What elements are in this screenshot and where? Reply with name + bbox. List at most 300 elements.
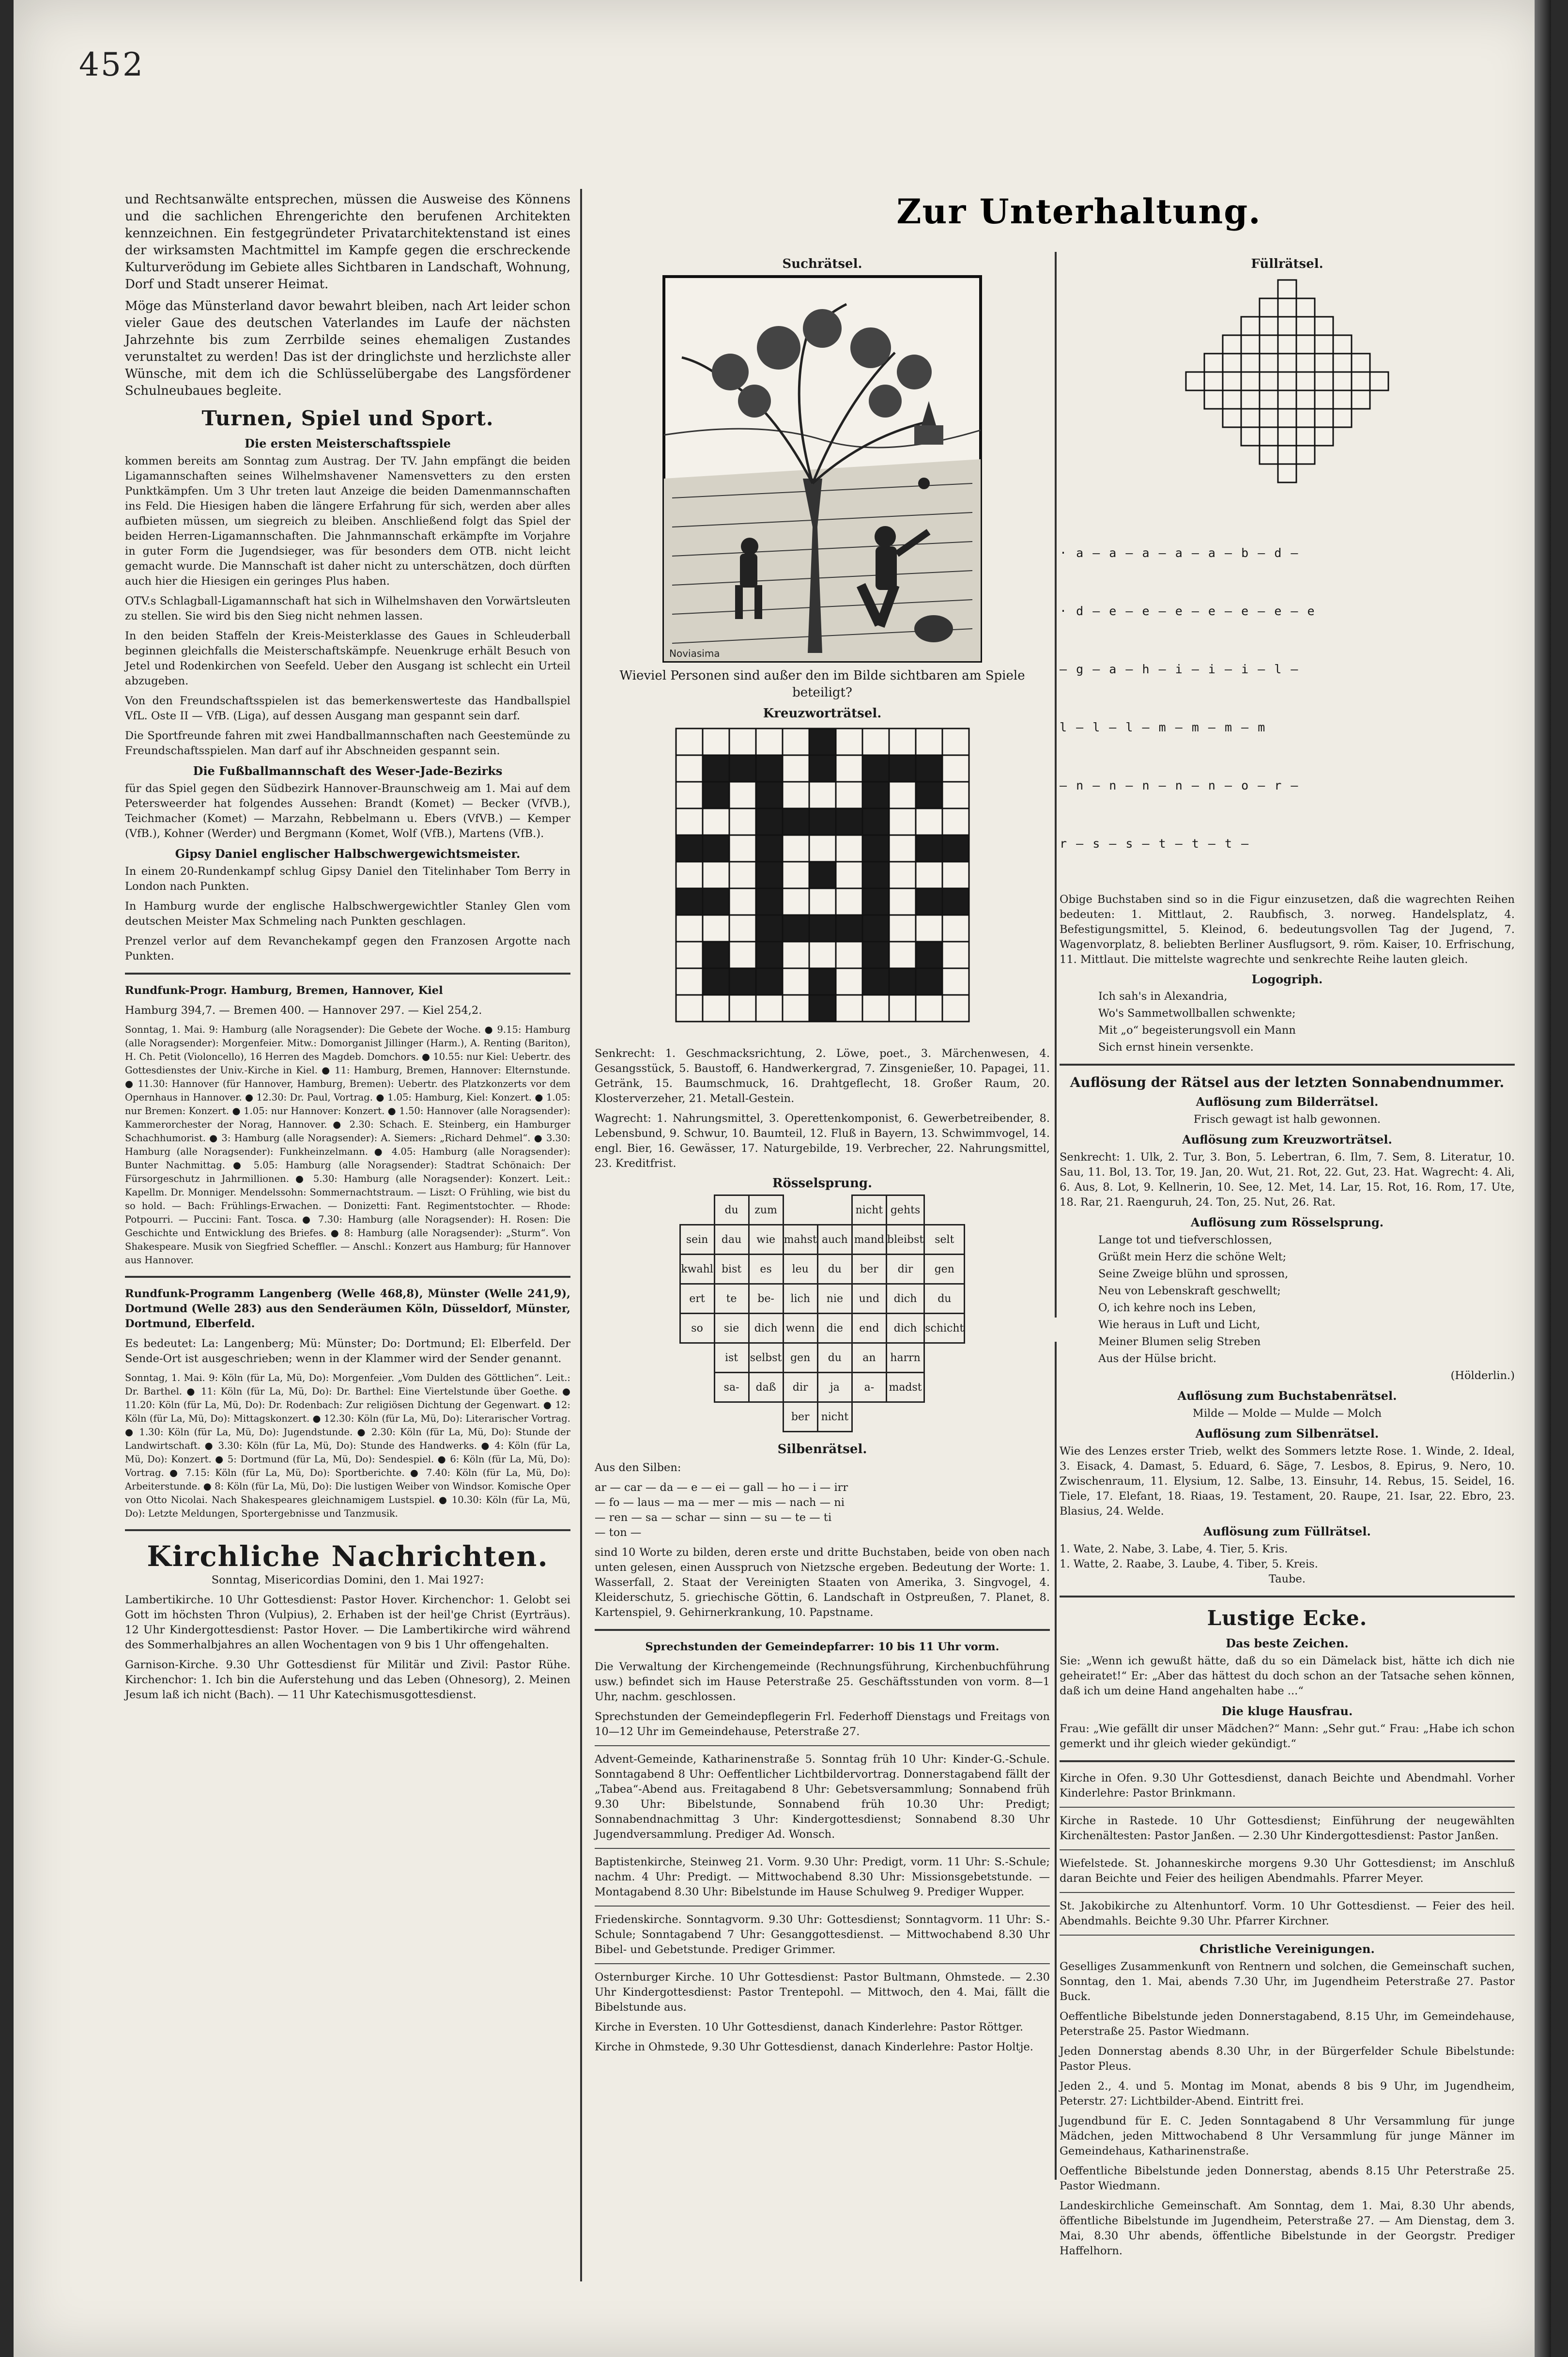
crossword-cell [836,782,862,808]
kirche-paragraph: Oeffentliche Bibelstunde jeden Donnerstag, abends 8.15 Uhr Peterstraße 25. Pastor Wiedmann. [1060,2165,1515,2192]
radio-hamburg-wavelengths: Hamburg 394,7. — Bremen 400. — Hannover 297. — Kiel 254,2. [125,1004,482,1017]
roessel-cell: bist [714,1255,749,1284]
church-paragraph: Lambertikirche. 10 Uhr Gottesdienst: Pastor Hover. Kirchenchor: 1. Gelobt sei Gott im höchsten Thron (Vulpius), 2. Erhaben ist der heil'ge Christ (Eyrträus). 12 Uhr Kindergottesdienst: Pastor Hover. — Die Lambertikirche wird während des Sommerhalbjahres an allen Wochentagen von 9 bis 1 Uhr offengehalten. [125,1594,570,1651]
crossword-block [756,915,783,942]
roessel-empty [817,1195,852,1225]
aufloesung-title: Auflösung zum Bilderrätsel. [1196,1095,1379,1109]
kirche-paragraph: Geselliges Zusammenkunft von Rentnern und solchen, die Gemeinschaft suchen, Sonntag, den 1. Mai, abends 7.30 Uhr, im Jugendheim Peterstraße 27. Pastor Buck. [1060,1960,1515,2003]
column-rule-left [580,189,582,2281]
crossword-cell [783,782,809,808]
roessel-cell: ber [783,1402,817,1432]
radio-hamburg-program: Sonntag, 1. Mai. 9: Hamburg (alle Noragsender): Die Gebete der Woche. ● 9.15: Hamburg (alle Noragsender): Morgenfeier. Mitw.: Domorganist Jillinger (Harm.), A. Renting (Bariton), H. Ch. Petit (Violoncello), 16 Herren des Magdeb. Domchors. ● 10.55: nur Kiel: Uebertr. des Gottesdienstes der Univ.-Kirche in Kiel. ● 11: Hamburg, Bremen, Hannover: Elternstunde. ● 11.30: Hannover (für Hannover, Hamburg, Bremen): Uebertr. des Platzkonzerts vor dem Opernhaus in Hannover. ● 12.30: Dr. Paul, Vortrag. ● 1.05: Hamburg, Kiel: Konzert. ● 1.05: nur Bremen: Konzert. ● 1.05: nur Hannover: Konzert. ● 1.50: Hannover (alle Noragsender): Kammerorchester der Norag, Hannover. ● 2.30: Schach. E. Steinberg, ein Hamburger Schachhumorist. ● 3: Hamburg (alle Noragsender): A. Siemers: „Richard Dehmel“. ● 3.30: Hamburg (alle Noragsender): Funkheinzelmann. ● 4.05: Hamburg (alle Noragsender): Bunter Nachmittag. ● 5.05: Hamburg (alle Noragsender): Stadtrat Schönaich: Der Fürsorgeschutz in Jahrmillionen. ● 5.30: Hamburg (alle Noragsender): Konzert. Leit.: Kapellm. Dr. Monniger. Mendelssohn: Sommernachtstraum. — Liszt: O Frühling, wie bist du so hold. — Bach: Frühlings-Erwachen. — Donizetti: Fant. Regimentstochter. — Rhode: Potpourri. — Puccini: Fant. Tosca. ● 7.30: Hamburg (alle Noragsender): H. Rosen: Die Geschichte und Entwicklung des Briefes. ● 8: Hamburg (alle Noragsender): „Sturm“. Von Shakespeare. Musik von Siegfried Scheffler. — Anschl.: Konzert aus Hamburg; für Hannover aus Hannover. [125,1024,570,1266]
fuell-cell [1296,427,1315,446]
crossword-grid [672,725,972,1039]
fuell-cell [1315,409,1333,427]
roessel-row [680,1373,965,1402]
kreuzwort-title: Kreuzworträtsel. [763,706,882,721]
crossword-block [756,888,783,915]
crossword-cell [942,968,969,995]
crossword-block [676,835,703,862]
roessel-row [680,1343,965,1373]
crossword-block [862,888,889,915]
fuell-cell [1260,409,1278,427]
fuell-letters [1060,505,1515,892]
roessel-cell: gen [924,1255,965,1284]
crossword-cell [836,755,862,782]
crossword-block [862,808,889,835]
fuell-cell [1278,280,1296,298]
crossword-cell [889,729,916,755]
crossword-cell [809,835,836,862]
fuell-cell [1296,390,1315,409]
roessel-cell: harrn [886,1343,924,1373]
roessel-cell: dau [714,1225,749,1255]
fuell-cell [1352,390,1370,409]
crossword-cell [703,915,729,942]
roessel-row [680,1402,965,1432]
crossword-block [942,835,969,862]
aufloesung-title: Auflösung zum Füllrätsel. [1203,1524,1371,1538]
fuell-cell [1278,298,1296,317]
crossword-block [862,915,889,942]
gemeinde-paragraph: Osternburger Kirche. 10 Uhr Gottesdienst: Pastor Bultmann, Ohmstede. — 2.30 Uhr Kindergottesdienst: Pastor Trentepohl. — Mittwoch, den 4. Mai, fällt die Bibelstunde aus. [595,1971,1050,2014]
sport-paragraph: In den beiden Staffeln der Kreis-Meisterklasse des Gaues in Schleuderball beginnen gleichfalls die Meisterschaftskämpfe. Neuenkruge erhält Besuch von Jetel und Rodenkirchen von Seefeld. Ueber den Ausgang ist schlecht ein Urteil abzugeben. [125,630,570,687]
crossword-cell [676,915,703,942]
silben-syllables: — fo — laus — ma — mer — mis — nach — ni [595,1496,845,1509]
roessel-cell: mand [852,1225,886,1255]
crossword-block [783,915,809,942]
divider [595,1629,1050,1631]
roessel-cell: zum [749,1195,783,1225]
aufloesung-title: Auflösung zum Buchstabenrätsel. [1177,1389,1397,1403]
radio-langenberg [125,1287,570,1520]
crossword-cell [836,862,862,888]
silben-syllables: ar — car — da — e — ei — gall — ho — i — irr [595,1481,848,1494]
church-section [125,1573,570,1703]
kirche-paragraph: Jeden 2., 4. und 5. Montag im Monat, abends 8 bis 9 Uhr, im Jugendheim, Peterstr. 27: Lichtbilder-Abend. Eintritt frei. [1060,2080,1515,2108]
roessel-cell: madst [886,1373,924,1402]
crossword-cell [889,782,916,808]
silben-text: sind 10 Worte zu bilden, deren erste und dritte Buchstaben, beide von oben nach unten gelesen, einen Ausspruch von Nietzsche ergeben. Bedeutung der Worte: 1. Wasserfall, 2. Staat der Vereinigten Staaten von Amerika, 3. Singvogel, 4. Kleiderschutz, 5. griechische Göttin, 6. Landschaft in Ostpreußen, 7. Planet, 8. Kartenspiel, 9. Gehirnerkrankung, 10. Papstname. [595,1546,1050,1619]
poem-line: O, ich kehre noch ins Leben, [1098,1302,1256,1314]
lustige-title: Das beste Zeichen. [1226,1636,1349,1650]
crossword-cell [756,995,783,1022]
crossword-cell [942,942,969,968]
roessel-cell: auch [817,1225,852,1255]
logogriph-poem [1060,989,1515,1055]
fuell-cell [1315,427,1333,446]
logogriph-line: Ich sah's in Alexandria, [1098,990,1228,1003]
gemeinde-paragraph: Sprechstunden der Gemeindepfarrer: 10 bis 11 Uhr vorm. [645,1641,999,1653]
fuell-cell [1278,446,1296,464]
crossword-cell [729,995,756,1022]
sport-paragraph: In Hamburg wurde der englische Halbschwergewichtler Stanley Glen vom deutschen Meister Max Schmeling nach Punkten geschlagen. [125,900,570,928]
crossword-block [862,968,889,995]
crossword-cell [703,808,729,835]
church-date: Sonntag, Misericordias Domini, den 1. Mai 1927: [211,1574,484,1586]
crossword-cell [676,942,703,968]
roessel-empty [924,1373,965,1402]
roessel-cell: wenn [783,1314,817,1343]
crossword-block [756,942,783,968]
fuell-cell [1204,354,1223,372]
fuell-cell [1278,464,1296,482]
roessel-empty [852,1402,886,1432]
fuell-cell [1296,354,1315,372]
crossword-block [703,968,729,995]
column-middle [595,252,1050,2060]
crossword-cell [783,888,809,915]
radio-langenberg-program: Sonntag, 1. Mai. 9: Köln (für La, Mü, Do): Morgenfeier. „Vom Dulden des Göttlichen“. Leit.: Dr. Barthel. ● 11: Köln (für La, Mü, Do): Dr. Barthel: Eine Viertelstunde über Goethe. ● 11.20: Köln (für La, Mü, Do): Dr. Rodenbach: Zur religiösen Dichtung der Gegenwart. ● 12: Köln (für La, Mü, Do): Mittagskonzert. ● 12.30: Köln (für La, Mü, Do): Literarischer Vortrag. ● 1.30: Köln (für La, Mü, Do): Jugendstunde. ● 2.30: Köln (für La, Mü, Do): Stunde der Landwirtschaft. ● 3.30: Köln (für La, Mü, Do): Stunde des Handwerks. ● 4: Köln (für La, Mü, Do): Konzert. ● 5: Dortmund (für La, Mü, Do): Sendespiel. ● 6: Köln (für La, Mü, Do): Vortrag. ● 7.15: Köln (für La, Mü, Do): Sportberichte. ● 7.40: Köln (für La, Mü, Do): Arbeiterstunde. ● 8: Köln (für La, Mü, Do): Die lustigen Weiber von Windsor. Komische Oper von Otto Nicolai. Nach Shakespeares gleichnamigem Lustspiel. ● 10.30: Köln (für La, Mü, Do): Letzte Meldungen, Sportergebnisse und Tanzmusik. [125,1372,570,1519]
roessel-cell: ber [852,1255,886,1284]
silben-syllables: — ton — [595,1526,642,1539]
roessel-cell: und [852,1284,886,1314]
fuell-cell [1352,354,1370,372]
aufloesung-text: Milde — Molde — Mulde — Molch [1192,1407,1382,1420]
radio-langenberg-heading: Rundfunk-Programm Langenberg (Welle 468,8), Münster (Welle 241,9), Dortmund (Welle 283) aus den Senderäumen Köln, Düsseldorf, Münster, Dortmund, Elberfeld. [125,1287,570,1330]
fuell-cell [1296,409,1315,427]
silben-intro: Aus den Silben: [595,1461,681,1474]
crossword-block [916,835,942,862]
divider [595,1848,1050,1849]
roessel-cell: du [817,1255,852,1284]
fuell-cell [1296,446,1315,464]
roessel-cell: an [852,1343,886,1373]
fuell-cell [1296,335,1315,354]
crossword-cell [889,888,916,915]
intro-paragraph-2: Möge das Münsterland davor bewahrt bleiben, nach Art leider schon vieler Gaue des deutschen Vaterlandes im Laufe der nächsten Jahrzehnte bis zum Zerrbilde seines ehemaligen Zustandes verunstaltet zu werden! Das ist der dringlichste und herzlichste aller Wünsche, mit dem ich die Schlüsselübergabe des Langsfördener Schulneubaues begleite. [125,299,570,398]
gemeinde-paragraph: Kirche in Eversten. 10 Uhr Gottesdienst, danach Kinderlehre: Pastor Röttger. [595,2021,1024,2033]
roessel-empty [749,1402,783,1432]
divider [1060,1596,1515,1597]
fuell-cell [1333,372,1352,390]
crossword-cell [729,915,756,942]
crossword-block [703,755,729,782]
crossword-block [756,862,783,888]
fuell-cell [1260,446,1278,464]
crossword-block [862,782,889,808]
fuell-cell [1260,427,1278,446]
fuell-cell [1315,372,1333,390]
logogriph-line: Mit „o“ begeisterungsvoll ein Mann [1098,1024,1296,1037]
fuell-cell [1260,354,1278,372]
crossword-cell [836,888,862,915]
fuell-letter-row: — n — n — n — n — n — o — r — [1060,778,1299,792]
newspaper-page [14,0,1551,2357]
kirche-paragraph: Oeffentliche Bibelstunde jeden Donnerstagabend, 8.15 Uhr, im Gemeindehause, Peterstraße 25. Pastor Wiedmann. [1060,2010,1515,2038]
fuell-cell [1241,427,1260,446]
kirche-paragraph: St. Jakobikirche zu Altenhuntorf. Vorm. 10 Uhr Gottesdienst. — Feier des heil. Abendmahls. Beichte 9.30 Uhr. Pfarrer Kirchner. [1060,1900,1515,1927]
roessel-row [680,1255,965,1284]
crossword-block [809,729,836,755]
crossword-block [836,915,862,942]
crossword-cell [676,782,703,808]
column-right [1060,252,1515,2264]
fuell-cell [1241,317,1260,335]
roessel-cell: ert [680,1284,714,1314]
crossword-cell [676,968,703,995]
fuell-cell [1241,354,1260,372]
crossword-cell [942,729,969,755]
gemeinde-paragraph: Kirche in Ohmstede, 9.30 Uhr Gottesdienst, danach Kinderlehre: Pastor Holtje. [595,2041,1033,2053]
roessel-cell: es [749,1255,783,1284]
roessel-cell: dir [783,1373,817,1402]
crossword-cell [942,808,969,835]
roessel-cell: dich [886,1284,924,1314]
aufloesung-text: Wie des Lenzes erster Trieb, welkt des Sommers letzte Rose. 1. Winde, 2. Ideal, 3. Eisack, 4. Damast, 5. Eduard, 6. Säge, 7. Lesbos, 8. Epirus, 9. Nero, 10. Zwischenraum, 11. Elysium, 12. Salbe, 13. Einsuhr, 14. Rebus, 15. Seidel, 16. Tiele, 17. Elefant, 18. Riaas, 19. Testament, 20. Raupe, 21. Isar, 22. Ebro, 23. Blasius, 24. Welde. [1060,1445,1515,1518]
roessel-cell: selt [924,1225,965,1255]
aufloesung-line: Taube. [1268,1573,1306,1585]
kirche-paragraph: Landeskirchliche Gemeinschaft. Am Sonntag, dem 1. Mai, 8.30 Uhr abends, öffentliche Bibelstunde im Jugendheim, Peterstraße 27. — Am Dienstag, dem 3. Mai, 8.30 Uhr abends, öffentliche Bibelstunde in der Georgstr. Prediger Haffelhorn. [1060,2200,1515,2257]
suchraetsel-title: Suchrätsel. [782,257,862,271]
silben-section [595,1460,1050,1620]
divider [595,1745,1050,1746]
roessel-cell: nicht [817,1402,852,1432]
aufloesung-section [1060,1094,1515,1587]
crossword-cell [862,729,889,755]
sport-subheading-2: Die Fußballmannschaft des Weser-Jade-Bezirks [193,764,503,778]
sport-paragraph: Die Sportfreunde fahren mit zwei Handballmannschaften nach Geestemünde zu Freundschaftsspielen. Man darf auf ihr Abschneiden gespannt sein. [125,729,570,757]
fuell-cell [1223,409,1241,427]
roessel-cell: ist [714,1343,749,1373]
crossword-block [889,968,916,995]
roessel-empty [680,1373,714,1402]
fuell-cell [1296,298,1315,317]
crossword-cell [676,808,703,835]
fuell-cell [1260,317,1278,335]
crossword-block [862,862,889,888]
crossword-cell [889,942,916,968]
fuell-cell [1333,390,1352,409]
divider [1060,1807,1515,1808]
roessel-cell: schicht [924,1314,965,1343]
crossword-cell [836,995,862,1022]
lustige-heading: Lustige Ecke. [1207,1606,1368,1630]
crossword-cell [809,888,836,915]
roessel-title: Rösselsprung. [772,1176,873,1191]
silben-syllables: — ren — sa — schar — sinn — su — te — ti [595,1511,832,1524]
fuell-cell [1296,317,1315,335]
divider [1060,1935,1515,1936]
fuell-cell [1278,390,1296,409]
roessel-cell: du [924,1284,965,1314]
roessel-cell: a- [852,1373,886,1402]
roessel-empty [924,1402,965,1432]
divider [1060,1849,1515,1850]
sport-paragraph: Prenzel verlor auf dem Revanchekampf gegen den Franzosen Argotte nach Punkten. [125,935,570,962]
crossword-cell [783,729,809,755]
crossword-cell [729,782,756,808]
roessel-cell: die [817,1314,852,1343]
crossword-cell [676,755,703,782]
roessel-cell: end [852,1314,886,1343]
crossword-cell [729,942,756,968]
kirche-paragraph: Jugendbund für E. C. Jeden Sonntagabend 8 Uhr Versammlung für junge Mädchen, jeden Mittwochabend 8 Uhr Versammlung für junge Männer im Gemeindehaus, Katharinenstraße. [1060,2115,1515,2157]
fuell-letter-row: — g — a — h — i — i — i — l — [1060,662,1299,676]
lustige-text: Sie: „Wenn ich gewußt hätte, daß du so ein Dämelack bist, hätte ich dich nie geheiratet!“ Er: „Aber das hättest du doch schon an der Tatsache sehen können, daß ich um deine Hand angehalten habe ...“ [1060,1655,1515,1697]
fuell-cell [1241,409,1260,427]
roessel-cell: sein [680,1225,714,1255]
suchraetsel-picture [662,275,982,663]
crossword-block [916,942,942,968]
aufloesung-line: 1. Watte, 2. Raabe, 3. Laube, 4. Tiber, 5. Kreis. [1060,1558,1318,1570]
crossword-cell [703,862,729,888]
crossword-cell [916,808,942,835]
fuell-cell [1333,354,1352,372]
fuell-cell [1315,390,1333,409]
crossword-cell [676,729,703,755]
fuell-cell [1370,372,1388,390]
fuell-cell [1296,372,1315,390]
poem-line: Seine Zweige blühn und sprossen, [1098,1268,1289,1280]
crossword-cell [942,755,969,782]
roessel-cell: lich [783,1284,817,1314]
fuell-cell [1278,372,1296,390]
roessel-cell: sa- [714,1373,749,1402]
crossword-cell [783,968,809,995]
crossword-block [809,755,836,782]
fuell-letter-row: l — l — l — m — m — m — m [1060,720,1266,734]
fuell-cell [1333,335,1352,354]
roessel-cell: du [714,1195,749,1225]
crossword-block [916,782,942,808]
divider [125,1529,570,1531]
crossword-cell [889,995,916,1022]
sport-paragraph: In einem 20-Rundenkampf schlug Gipsy Daniel den Titelinhaber Tom Berry in London nach Punkten. [125,865,570,893]
kirche-paragraph: Jeden Donnerstag abends 8.30 Uhr, in der Bürgerfelder Schule Bibelstunde: Pastor Pleus. [1060,2045,1515,2073]
roessel-cell: bleibst [886,1225,924,1255]
crossword-cell [676,862,703,888]
crossword-block [703,782,729,808]
fuell-cell [1260,390,1278,409]
crossword-block [916,968,942,995]
crossword-block [942,888,969,915]
sport-paragraph: Von den Freundschaftsspielen ist das bemerkenswerteste das Handballspiel VfL. Oste II — VfB. (Liga), auf dessen Ausgang man gespannt sein darf. [125,695,570,722]
crossword-cell [676,995,703,1022]
page-number: 452 [79,46,144,83]
fuell-text-block [1060,892,1515,967]
crossword-cell [729,835,756,862]
fuell-cell [1278,427,1296,446]
kreuzwort-clues [595,1046,1050,1171]
poem-author: (Hölderlin.) [1450,1369,1515,1382]
roessel-cell: wie [749,1225,783,1255]
roessel-cell: mahst [783,1225,817,1255]
roessel-cell: te [714,1284,749,1314]
poem-line: Wie heraus in Luft und Licht, [1098,1318,1261,1331]
poem-line: Aus der Hülse bricht. [1098,1352,1217,1365]
roessel-empty [680,1402,714,1432]
crossword-cell [729,862,756,888]
roessel-empty [680,1343,714,1373]
roessel-cell: gen [783,1343,817,1373]
fuell-cell [1223,372,1241,390]
fuell-cell [1260,335,1278,354]
crossword-cell [942,915,969,942]
crossword-block [783,808,809,835]
fuell-cell [1315,354,1333,372]
fuell-cell [1278,317,1296,335]
crossword-block [703,835,729,862]
kirche-paragraph: Kirche in Ofen. 9.30 Uhr Gottesdienst, danach Beichte und Abendmahl. Vorher Kinderlehre: Pastor Brinkmann. [1060,1772,1515,1799]
column-rule-right-lower [1055,1342,1057,2180]
sport-paragraph: OTV.s Schlagball-Ligamannschaft hat sich in Wilhelmshaven den Vorwärtsleuten zu stellen. Sie wird bis den Sieg nicht nehmen lassen. [125,595,570,622]
crossword-cell [809,782,836,808]
aufloesung-title: Auflösung zum Silbenrätsel. [1195,1427,1379,1441]
crossword-block [809,862,836,888]
crossword-block [809,968,836,995]
fuell-cell [1241,335,1260,354]
crossword-cell [756,729,783,755]
roessel-cell: dich [886,1314,924,1343]
crossword-block [676,888,703,915]
fuell-cell [1223,390,1241,409]
crossword-cell [703,729,729,755]
fuell-cell [1204,390,1223,409]
roessel-row [680,1314,965,1343]
roessel-cell: kwahl [680,1255,714,1284]
fuell-cell [1186,372,1204,390]
crossword-cell [889,862,916,888]
crossword-cell [836,968,862,995]
crossword-block [809,995,836,1022]
crossword-block [836,808,862,835]
crossword-block [862,835,889,862]
sport-subheading-3: Gipsy Daniel englischer Halbschwergewichtsmeister. [175,847,521,861]
crossword-cell [942,782,969,808]
church-heading: Kirchliche Nachrichten. [147,1540,549,1573]
aufloesung-text: Senkrecht: 1. Ulk, 2. Tur, 3. Bon, 5. Lebertran, 6. Ilm, 7. Sem, 8. Literatur, 10. Sau, 11. Bol, 13. Tor, 19. Jan, 20. Wut, 21. Rot, 22. Gut, 23. Hat. Wagrecht: 4. Ali, 6. Aus, 8. Lot, 9. Kellnerin, 10. See, 12. Met, 14. Lar, 15. Rot, 16. Rom, 17. Ute, 18. Rar, 21. Raenguruh, 24. Ton, 25. Nut, 26. Rat. [1060,1151,1515,1209]
crossword-cell [783,942,809,968]
fuell-cell [1260,372,1278,390]
roessel-row [680,1225,965,1255]
fuell-cell [1352,372,1370,390]
fuell-text: Obige Buchstaben sind so in die Figur einzusetzen, daß die wagrechten Reihen bedeuten: 1. Mittlaut, 2. Raubfisch, 3. norweg. Handelsplatz, 4. Befestigungsmittel, 5. Kleinod, 6. bedeutungsvollen Tag der Jugend, 7. Wagenvorplatz, 8. beliebten Berliner Ausflugsort, 9. röm. Kaiser, 10. Erfrischung, 11. Mittlaut. Die mittelste wagrechte und senkrechte Reihe lauten gleich. [1060,893,1515,966]
aufloesung-line: 1. Wate, 2. Nabe, 3. Labe, 4. Tier, 5. Kris. [1060,1543,1288,1555]
logogriph-title: Logogriph. [1251,972,1323,986]
logogriph-line: Wo's Sammetwollballen schwenkte; [1098,1007,1296,1020]
lustige-title: Die kluge Hausfrau. [1221,1704,1353,1718]
roessel-cell: sie [714,1314,749,1343]
crossword-cell [889,835,916,862]
poem-line: Meiner Blumen selig Streben [1098,1335,1261,1348]
crossword-block [889,755,916,782]
roessel-empty [783,1195,817,1225]
column-rule-right [1055,252,1057,1318]
fuell-letter-row: r — s — s — t — t — t — [1060,837,1250,851]
kirche-paragraph: Wiefelstede. St. Johanneskirche morgens 9.30 Uhr Gottesdienst; im Anschluß daran Beichte und Feier des heiligen Abendmahls. Pfarrer Meyer. [1060,1857,1515,1885]
crossword-block [756,968,783,995]
roessel-row [680,1284,965,1314]
suchraetsel-signature: Noviasima [669,648,720,659]
crossword-cell [783,835,809,862]
fuell-cell [1223,335,1241,354]
crossword-block [862,942,889,968]
fuell-title: Füllrätsel. [1251,257,1323,271]
section-header: Zur Unterhaltung. [896,191,1261,232]
aufloesung-title: Auflösung zum Rösselsprung. [1190,1215,1384,1229]
divider [1060,1064,1515,1066]
roessel-solution-poem [1060,1233,1515,1366]
crossword-cell [729,888,756,915]
roessel-cell: so [680,1314,714,1343]
crossword-cell [916,862,942,888]
roessel-cell: du [817,1343,852,1373]
fuell-cell [1315,335,1333,354]
crossword-block [729,755,756,782]
gemeinde-paragraph: Sprechstunden der Gemeindepflegerin Frl. Federhoff Dienstags und Freitags von 10—12 Uhr im Gemeindehause, Peterstraße 27. [595,1710,1050,1738]
crossword-cell [703,995,729,1022]
